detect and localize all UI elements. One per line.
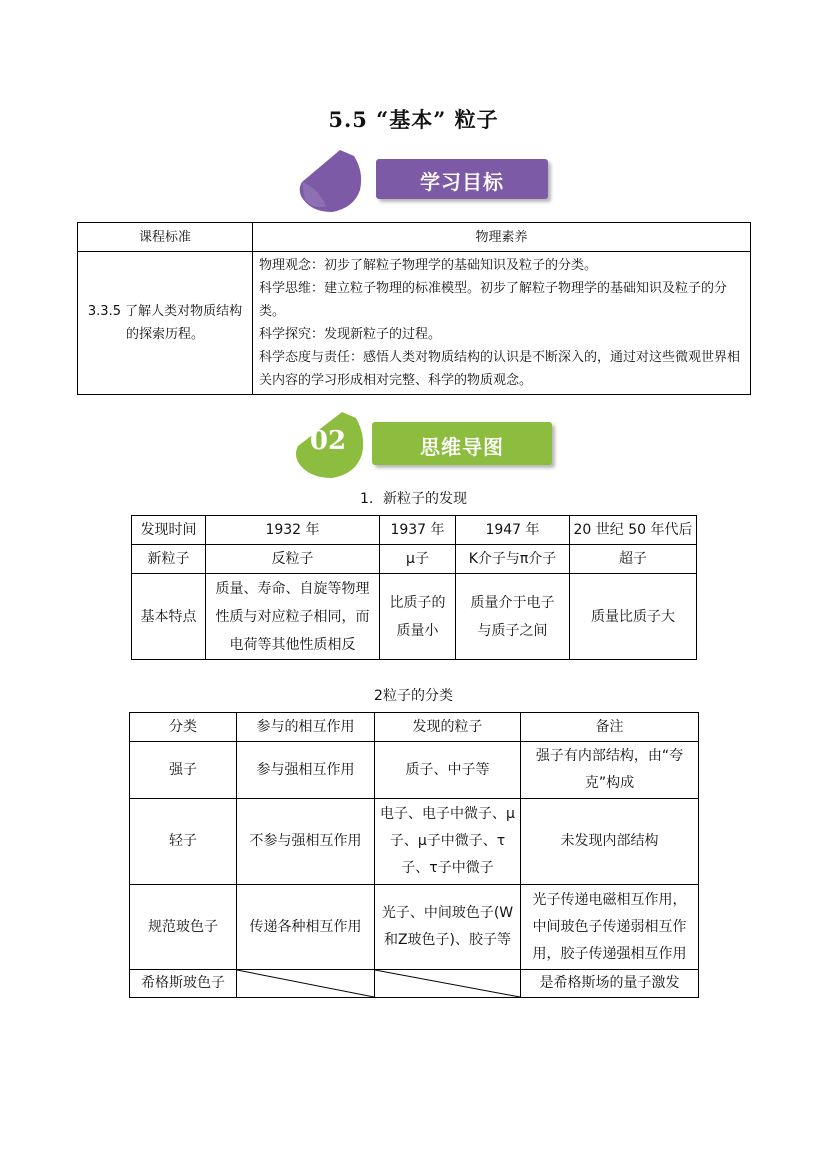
class-interaction: 不参与强相互作用: [237, 799, 375, 885]
literacy-line: 科学思维：建立粒子物理的标准模型。初步了解粒子物理学的基础知识及粒子的分类。: [259, 281, 728, 319]
class-interaction: 参与强相互作用: [237, 742, 375, 799]
discovery-particle: 反粒子: [206, 545, 380, 574]
class-interaction-empty: [237, 970, 375, 998]
page-title: 5.5 “基本” 粒子: [328, 107, 499, 132]
discovery-time: 1937 年: [380, 516, 456, 545]
section-mindmap-bar: [372, 422, 552, 465]
class-type: 轻子: [130, 799, 237, 885]
classification-table: [129, 712, 699, 998]
literacy-line: 科学探究：发现新粒子的过程。: [259, 327, 442, 342]
section-objectives-bar: [376, 159, 548, 199]
class-header: 发现的粒子: [375, 713, 521, 742]
goals-table: [77, 222, 751, 395]
class-type: 规范玻色子: [130, 885, 237, 970]
discovery-feature: 质量介于电子与质子之间: [456, 574, 570, 660]
discovery-feature: 质量、寿命、自旋等物理性质与对应粒子相同，而电荷等其他性质相反: [206, 574, 380, 660]
discovery-particle: K介子与π介子: [456, 545, 570, 574]
discovery-particle: μ子: [380, 545, 456, 574]
goals-standard-text: 3.3.5 了解人类对物质结构的探索历程。: [78, 252, 253, 395]
class-note: 是希格斯场的量子激发: [521, 970, 699, 998]
class-note: 强子有内部结构，由“夸克”构成: [521, 742, 699, 799]
goals-header-standard: 课程标准: [78, 223, 253, 252]
discovery-table: [131, 515, 697, 660]
literacy-line: 科学态度与责任：感悟人类对物质结构的认识是不断深入的，通过对这些微观世界相关内容的学习形成相对完整、科学的物质观念。: [259, 350, 741, 388]
row-label-feature: 基本特点: [132, 574, 206, 660]
class-type: 希格斯玻色子: [130, 970, 237, 998]
discovery-feature: 质量比质子大: [570, 574, 697, 660]
discovery-caption: 1．新粒子的发现: [360, 491, 467, 507]
section-objectives-icon: [296, 148, 366, 214]
discovery-time: 1947 年: [456, 516, 570, 545]
literacy-line: 物理观念：初步了解粒子物理学的基础知识及粒子的分类。: [259, 258, 598, 273]
section-mindmap-label: 思维导图: [420, 435, 504, 459]
goals-literacy-cell: [253, 252, 751, 395]
class-header: 备注: [521, 713, 699, 742]
section-objectives-label: 学习目标: [420, 170, 504, 194]
class-particles: 质子、中子等: [375, 742, 521, 799]
discovery-particle: 超子: [570, 545, 697, 574]
row-label-particle: 新粒子: [132, 545, 206, 574]
goals-header-literacy: 物理素养: [253, 223, 751, 252]
classification-caption: 2粒子的分类: [374, 688, 453, 704]
row-label-time: 发现时间: [132, 516, 206, 545]
section-mindmap-number: 02: [309, 426, 347, 456]
discovery-time: 20 世纪 50 年代后: [570, 516, 697, 545]
diagonal-line: [375, 970, 520, 997]
class-interaction: 传递各种相互作用: [237, 885, 375, 970]
class-header: 参与的相互作用: [237, 713, 375, 742]
class-particles: 光子、中间玻色子(W和Z玻色子)、胶子等: [375, 885, 521, 970]
class-type: 强子: [130, 742, 237, 799]
diagonal-line: [237, 970, 374, 997]
class-particles-empty: [375, 970, 521, 998]
class-note: 未发现内部结构: [521, 799, 699, 885]
class-header: 分类: [130, 713, 237, 742]
discovery-feature: 比质子的质量小: [380, 574, 456, 660]
class-particles: 电子、电子中微子、μ子、μ子中微子、τ子、τ子中微子: [375, 799, 521, 885]
class-note: 光子传递电磁相互作用，中间玻色子传递弱相互作用，胶子传递强相互作用: [521, 885, 699, 970]
discovery-time: 1932 年: [206, 516, 380, 545]
